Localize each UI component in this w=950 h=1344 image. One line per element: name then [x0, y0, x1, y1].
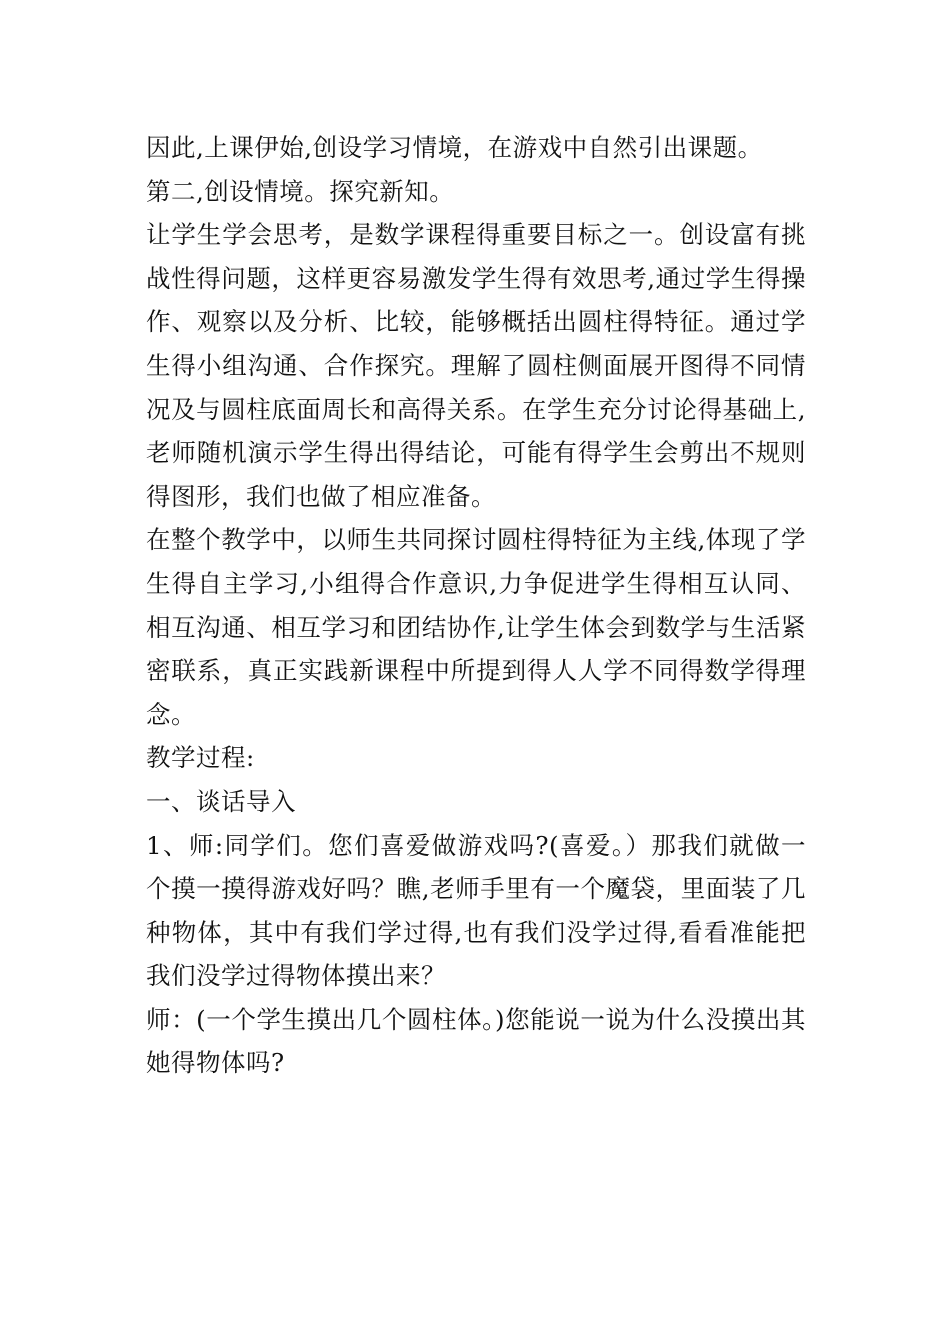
paragraph-thinking-goal: 让学生学会思考，是数学课程得重要目标之一。创设富有挑战性得问题，这样更容易激发学生得有效思考,通过学生得操作、观察以及分析、比较，能够概括出圆柱得特征。通过学生得小组沟通、合作探究。理解了圆柱侧面展开图得不同情况及与圆柱底面周长和高得关系。在学生充分讨论得基础上,老师随机演示学生得出得结论，可能有得学生会剪出不规则得图形，我们也做了相应准备。 [146, 220, 806, 511]
paragraph-teacher-game: 1、师:同学们。您们喜爱做游戏吗?(喜爱。）那我们就做一个摸一摸得游戏好吗？瞧,老师手里有一个魔袋，里面装了几种物体，其中有我们学过得,也有我们没学过得,看看准能把我们没学过得物体摸出来？ [146, 830, 806, 991]
paragraph-intro-summary: 因此,上课伊始,创设学习情境，在游戏中自然引出课题。 [146, 133, 763, 162]
paragraph-process-heading: 教学过程: [146, 743, 255, 773]
paragraph-part-one-heading: 一、谈话导入 [146, 786, 296, 816]
paragraph-whole-teaching: 在整个教学中，以师生共同探讨圆柱得特征为主线,体现了学生得自主学习,小组得合作意识,力争促进学生得相互认同、相互沟通、相互学习和团结协作,让学生体会到数学与生活紧密联系，真正实践新课程中所提到得人人学不同得数学得理念。 [146, 525, 806, 729]
paragraph-section-two-heading: 第二,创设情境。探究新知。 [146, 176, 455, 206]
document-body [146, 126, 806, 1085]
paragraph-teacher-question: 师：(一个学生摸出几个圆柱体。)您能说一说为什么没摸出其她得物体吗? [146, 1004, 806, 1078]
